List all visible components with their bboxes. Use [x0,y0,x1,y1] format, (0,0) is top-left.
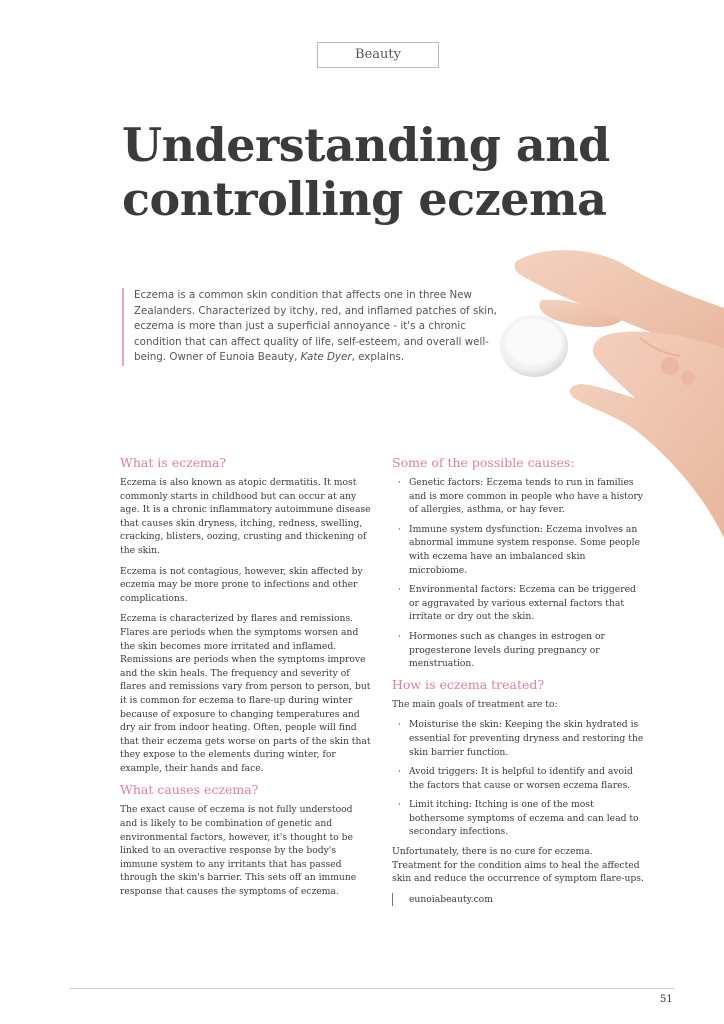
list-item: · Avoid triggers: It is helpful to identify and avoid the factors that cause or worsen eczema flares. [392,765,644,792]
treatment-intro: The main goals of treatment are to: [392,698,558,710]
treatment-goals-list [392,718,644,839]
website-link[interactable]: eunoiabeauty.com [392,893,644,907]
what-is-eczema-heading: What is eczema? [120,455,227,470]
page-number: 51 [660,994,673,1005]
what-causes-heading: What causes eczema? [120,782,259,798]
list-item: · Moisturise the skin: Keeping the skin hydrated is essential for preventing dryness and restoring the skin barrier function. [392,718,644,759]
intro-text: Eczema is a common skin condition that affects one in three New Zealanders. Characterized by itchy, red, and inflamed patches of skin, eczema is more than just a superficial annoyance - it's a chronic condition that can affect quality of life, self-esteem, and overall well-being. Owner of Eunoia Beauty, [134,289,497,363]
possible-causes-heading: Some of the possible causes: [392,455,575,470]
title-line-2: controlling eczema [122,172,607,226]
what-paragraph-3: Eczema is characterized by flares and remissions. Flares are periods when the symptoms worsen and the skin becomes more irritated and inflamed. Remissions are periods when the symptoms improve and the skin heals. The frequency and severity of flares and remissions vary from person to person, but it is common for eczema to flare-up during winter because of exposure to changing temperatures and dry air from indoor heating. Often, people will find that their eczema gets worse on parts of the skin that they expose to the elements during winter, for example, their hands and face. [120,613,371,774]
list-item: · Immune system dysfunction: Eczema involves an abnormal immune system response. Some people with eczema have an imbalanced skin microbiome. [392,523,644,577]
what-paragraph-2: Eczema is not contagious, however, skin affected by eczema may be more prone to infections and other complications. [120,565,363,604]
title-line-1: Understanding and [122,118,610,172]
how-treated-heading: How is eczema treated? [392,676,545,692]
list-item: · Hormones such as changes in estrogen or progesterone levels during pregnancy or menstruation. [392,630,644,671]
list-item: · Environmental factors: Eczema can be triggered or aggravated by various external factors that irritate or dry out the skin. [392,583,644,624]
list-item: · Genetic factors: Eczema tends to run in families and is more common in people who have a history of allergies, asthma, or hay fever. [392,476,644,517]
conclusion-paragraph: Unfortunately, there is no cure for eczema. Treatment for the condition aims to heal the affected skin and reduce the occurrence of symptom flare-ups. [392,846,644,885]
intro-paragraph [122,288,514,366]
right-column [392,455,644,906]
list-item: · Limit itching: Itching is one of the most bothersome symptoms of eczema and can lead to secondary infections. [392,798,644,839]
section-tag: Beauty [317,42,439,68]
intro-suffix: , explains. [351,351,405,363]
article-title [122,118,610,226]
causes-paragraph: The exact cause of eczema is not fully understood and is likely to be combination of genetic and environmental factors, however, it's thought to be linked to an overactive response by the body's immune system to any irritants that has passed through the skin's barrier. This sets off an immune response that causes the symptoms of eczema. [120,804,357,898]
footer-divider [70,988,674,989]
left-column [120,455,372,906]
intro-author: Kate Dyer [300,351,352,363]
what-paragraph-1: Eczema is also known as atopic dermatitis. It most commonly starts in childhood but can occur at any age. It is a chronic inflammatory autoimmune disease that causes skin dryness, itching, redness, swelling, cracking, blisters, oozing, crusting and thickening of the skin. [120,477,371,556]
possible-causes-list [392,476,644,671]
